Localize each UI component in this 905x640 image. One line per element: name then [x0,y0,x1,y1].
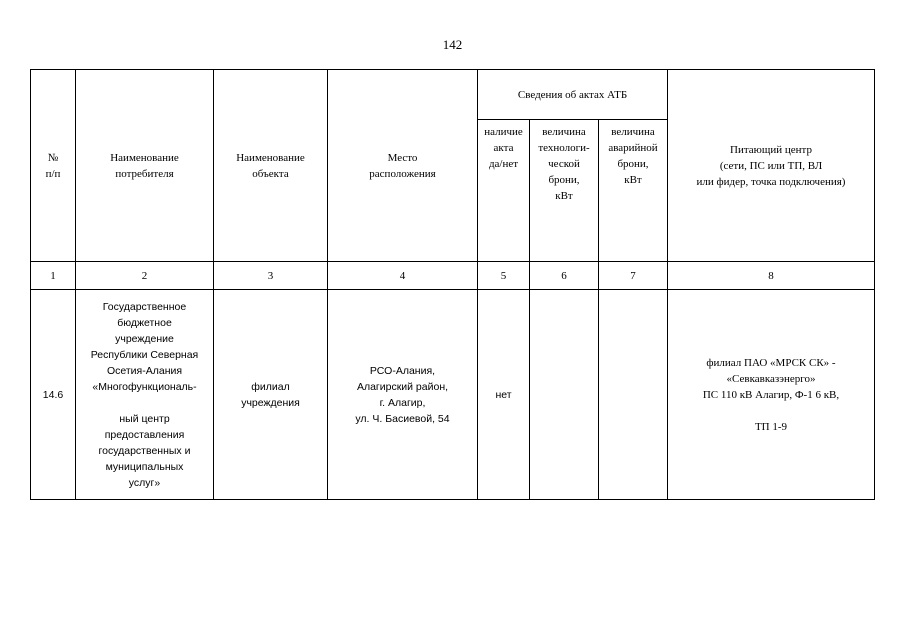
row-tech-reserve [530,290,599,500]
header-row-1 [31,70,875,120]
index-cell: 1 [31,262,76,290]
header-tech-reserve: величина технологи- ческой брони, кВт [530,120,599,262]
index-cell: 6 [530,262,599,290]
row-num: 14.6 [31,290,76,500]
row-object: филиал учреждения [214,290,328,500]
index-cell: 7 [599,262,668,290]
index-cell: 4 [328,262,478,290]
row-power-center: филиал ПАО «МРСК СК» - «Севкавказэнерго» ПС 110 кВ Алагир, Ф-1 6 кВ, ТП 1-9 [668,290,875,500]
row-consumer: Государственное бюджетное учреждение Республики Северная Осетия-Алания «Многофункциональ- ный центр предоставления государственных и муниципальных услуг» [76,290,214,500]
header-power-center: Питающий центр (сети, ПС или ТП, ВЛ или фидер, точка подключения) [668,70,875,262]
index-row [31,262,875,290]
header-emergency-reserve: величина аварийной брони, кВт [599,120,668,262]
header-act: наличие акта да/нет [478,120,530,262]
atb-table [30,69,875,500]
index-cell: 8 [668,262,875,290]
index-cell: 5 [478,262,530,290]
header-atb-group: Сведения об актах АТБ [478,70,668,120]
row-emergency-reserve [599,290,668,500]
header-object: Наименование объекта [214,70,328,262]
header-num: № п/п [31,70,76,262]
row-location: РСО-Алания, Алагирский район, г. Алагир, ул. Ч. Басиевой, 54 [328,290,478,500]
header-location: Место расположения [328,70,478,262]
index-cell: 3 [214,262,328,290]
row-act: нет [478,290,530,500]
index-cell: 2 [76,262,214,290]
page-number: 142 [442,37,463,52]
table-row [31,290,875,500]
header-consumer: Наименование потребителя [76,70,214,262]
